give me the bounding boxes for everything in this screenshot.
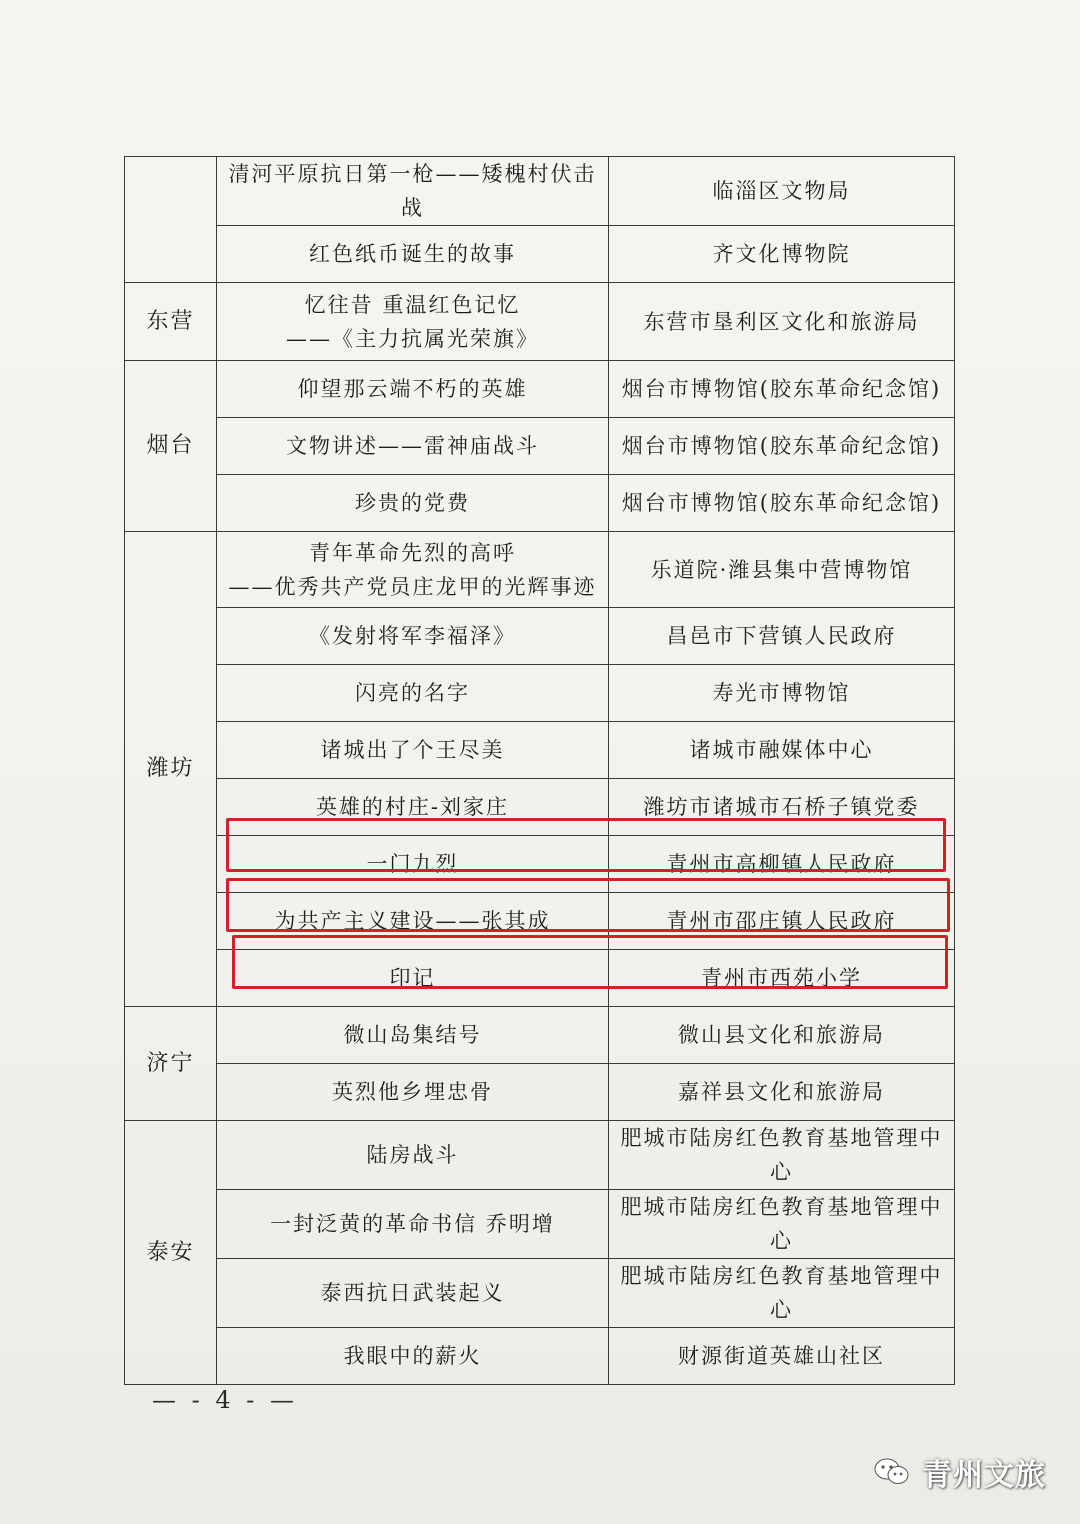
unit-cell: 昌邑市下营镇人民政府 [609, 608, 955, 665]
title-cell: 英烈他乡埋忠骨 [217, 1064, 609, 1121]
table-row [125, 1328, 955, 1385]
table-row [125, 665, 955, 722]
title-cell: 文物讲述——雷神庙战斗 [217, 418, 609, 475]
unit-cell: 青州市高柳镇人民政府 [609, 836, 955, 893]
table-row [125, 1190, 955, 1259]
table-row [125, 157, 955, 226]
title-cell: 闪亮的名字 [217, 665, 609, 722]
table-row [125, 532, 955, 608]
unit-cell: 齐文化博物院 [609, 226, 955, 283]
region-cell-weifang: 潍坊 [125, 532, 217, 1007]
unit-cell: 肥城市陆房红色教育基地管理中心 [609, 1190, 955, 1259]
unit-cell: 乐道院·潍县集中营博物馆 [609, 532, 955, 608]
highlight-box-row-1 [226, 818, 946, 872]
title-cell: 红色纸币诞生的故事 [217, 226, 609, 283]
title-line: 忆往昔 重温红色记忆 [304, 292, 521, 317]
region-cell-yantai: 烟台 [125, 361, 217, 532]
title-cell: 为共产主义建设——张其成 [217, 893, 609, 950]
table-row [125, 1007, 955, 1064]
unit-cell: 嘉祥县文化和旅游局 [609, 1064, 955, 1121]
unit-cell: 青州市邵庄镇人民政府 [609, 893, 955, 950]
watermark [874, 1450, 1046, 1494]
unit-cell: 烟台市博物馆(胶东革命纪念馆) [609, 418, 955, 475]
title-cell: 微山岛集结号 [217, 1007, 609, 1064]
title-cell: 印记 [217, 950, 609, 1007]
table-row [125, 1121, 955, 1190]
title-cell: 一门九烈 [217, 836, 609, 893]
highlight-box-row-2 [226, 878, 950, 932]
unit-cell: 微山县文化和旅游局 [609, 1007, 955, 1064]
unit-cell: 烟台市博物馆(胶东革命纪念馆) [609, 361, 955, 418]
unit-cell: 青州市西苑小学 [609, 950, 955, 1007]
highlight-box-row-3 [232, 935, 948, 989]
table-row [125, 722, 955, 779]
unit-cell: 临淄区文物局 [609, 157, 955, 226]
unit-cell: 财源街道英雄山社区 [609, 1328, 955, 1385]
title-cell: 《发射将军李福泽》 [217, 608, 609, 665]
title-line: ——优秀共产党员庄龙甲的光辉事迹 [228, 574, 597, 599]
unit-cell: 诸城市融媒体中心 [609, 722, 955, 779]
table-row [125, 475, 955, 532]
region-cell-taian: 泰安 [125, 1121, 217, 1385]
region-cell [125, 157, 217, 283]
title-cell [217, 532, 609, 608]
title-cell [217, 283, 609, 361]
title-cell: 泰西抗日武装起义 [217, 1259, 609, 1328]
title-cell: 一封泛黄的革命书信 乔明增 [217, 1190, 609, 1259]
award-list-table [124, 156, 955, 1385]
title-cell: 珍贵的党费 [217, 475, 609, 532]
watermark-text: 青州文旅 [922, 1458, 1046, 1493]
title-cell: 仰望那云端不朽的英雄 [217, 361, 609, 418]
unit-cell: 烟台市博物馆(胶东革命纪念馆) [609, 475, 955, 532]
region-cell-dongying: 东营 [125, 283, 217, 361]
page-number: — - 4 - — [152, 1386, 299, 1414]
table-row [125, 608, 955, 665]
table-row [125, 283, 955, 361]
title-cell: 陆房战斗 [217, 1121, 609, 1190]
title-cell: 英雄的村庄-刘家庄 [217, 779, 609, 836]
table-row [125, 418, 955, 475]
unit-cell: 肥城市陆房红色教育基地管理中心 [609, 1259, 955, 1328]
unit-cell: 寿光市博物馆 [609, 665, 955, 722]
title-cell: 诸城出了个王尽美 [217, 722, 609, 779]
title-line: ——《主力抗属光荣旗》 [286, 326, 539, 351]
table-row [125, 1064, 955, 1121]
table-row [125, 361, 955, 418]
unit-cell: 潍坊市诸城市石桥子镇党委 [609, 779, 955, 836]
unit-cell: 东营市垦利区文化和旅游局 [609, 283, 955, 361]
title-cell: 清河平原抗日第一枪——矮槐村伏击战 [217, 157, 609, 226]
wechat-icon [874, 1457, 910, 1487]
title-line: 青年革命先烈的高呼 [309, 540, 516, 565]
region-cell-jining: 济宁 [125, 1007, 217, 1121]
unit-cell: 肥城市陆房红色教育基地管理中心 [609, 1121, 955, 1190]
table-row [125, 1259, 955, 1328]
table-row [125, 226, 955, 283]
title-cell: 我眼中的薪火 [217, 1328, 609, 1385]
